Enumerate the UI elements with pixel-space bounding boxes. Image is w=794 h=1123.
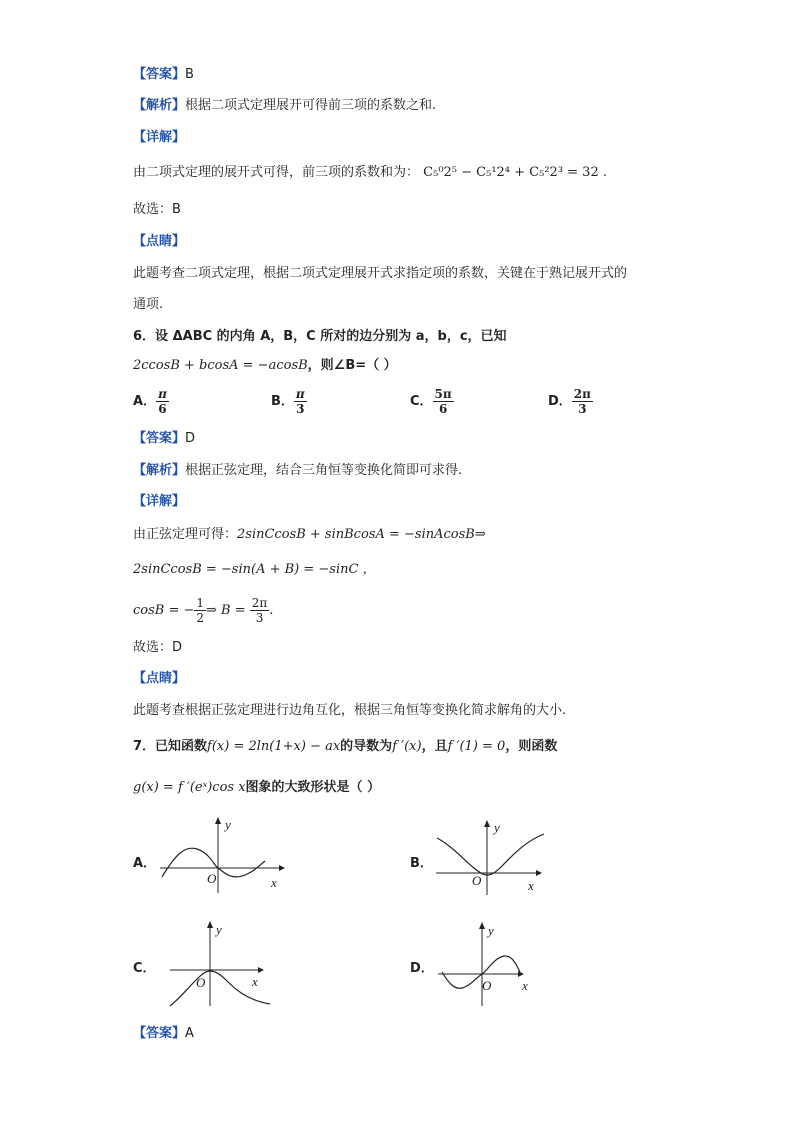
origin-label: O	[472, 873, 482, 888]
comment-heading: 【点睛】	[133, 234, 186, 249]
y-axis-arrow	[207, 921, 213, 928]
x-axis-arrow	[536, 870, 542, 876]
x-axis-label: x	[252, 974, 258, 989]
detail-line: 由二项式定理的展开式可得，前三项的系数和为： C₅⁰2⁵ − C₅¹2⁴ + C₅²2³ = 32 .	[133, 165, 607, 180]
y-axis-label: y	[225, 817, 231, 832]
q6-stem-line-2: 2ccosB + bcosA = −acosB，则∠B=（ ）	[133, 358, 397, 373]
x-axis-arrow	[518, 971, 524, 977]
x-axis-label: x	[271, 875, 277, 890]
q6-choice-line: 故选：D	[133, 640, 183, 655]
x-axis-label: x	[528, 878, 534, 893]
comment-line-2: 通项.	[133, 297, 164, 312]
q6-comment-heading: 【点睛】	[133, 671, 186, 686]
answer-line: 【答案】B	[133, 67, 194, 82]
q6-step-1: 由正弦定理可得：2sinCcosB + sinBcosA = −sinAcosB⇒	[133, 527, 486, 542]
q6-option-b[interactable]: B． $\frac{\pi}{3}$	[271, 387, 305, 416]
x-axis-arrow	[279, 865, 285, 871]
q6-option-d[interactable]: D． $\frac{2\pi}{3}$	[548, 387, 591, 416]
analysis-line: 【解析】根据二项式定理展开可得前三项的系数之和.	[133, 98, 437, 113]
q6-detail-heading: 【详解】	[133, 494, 186, 509]
origin-label: O	[482, 978, 492, 993]
q6-step-3: cosB = − $\frac{1}{2}$ ⇒ B = $\frac{2\pi}{3}$ .	[133, 596, 274, 625]
curve	[437, 834, 544, 875]
y-axis-arrow	[479, 922, 485, 929]
x-axis-arrow	[258, 967, 264, 973]
origin-label: O	[207, 871, 217, 886]
q7-graph-d[interactable]	[436, 920, 536, 1006]
q7-option-d-label[interactable]: D．	[410, 961, 434, 976]
choice-line: 故选：B	[133, 202, 181, 217]
x-axis-label: x	[522, 978, 528, 993]
y-axis-arrow	[215, 817, 221, 824]
q7-graph-b[interactable]	[432, 818, 552, 896]
q6-answer-line: 【答案】D	[133, 431, 196, 446]
y-axis-label: y	[494, 820, 500, 835]
y-axis-label: y	[488, 923, 494, 938]
q6-stem-line-1: 6．设 ΔABC 的内角 A，B，C 所对的边分别为 a，b，c，已知	[133, 329, 507, 344]
q6-option-c[interactable]: C． $\frac{5\pi}{6}$	[410, 387, 452, 416]
q7-graph-a[interactable]	[155, 815, 285, 895]
q7-answer-line: 【答案】A	[133, 1026, 194, 1041]
q6-comment-line: 此题考查根据正弦定理进行边角互化，根据三角恒等变换化简求解角的大小.	[133, 703, 567, 718]
curve	[442, 956, 520, 988]
q7-option-a-label[interactable]: A．	[133, 856, 157, 871]
y-axis-label: y	[216, 922, 222, 937]
detail-heading: 【详解】	[133, 130, 186, 145]
q7-option-c-label[interactable]: C．	[133, 961, 156, 976]
origin-label: O	[196, 975, 206, 990]
q6-step-2: 2sinCcosB = −sin(A + B) = −sinC ，	[133, 562, 376, 577]
q6-analysis-line: 【解析】根据正弦定理，结合三角恒等变换化简即可求得.	[133, 463, 463, 478]
q7-stem-line-2: g(x) = f ′(eˣ)cos x图象的大致形状是（ ）	[133, 780, 381, 795]
comment-line-1: 此题考查二项式定理，根据二项式定理展开式求指定项的系数，关键在于熟记展开式的	[133, 266, 628, 281]
q6-option-a[interactable]: A． $\frac{\pi}{6}$	[133, 387, 167, 416]
q7-graph-c[interactable]	[168, 918, 278, 1010]
q7-stem-line-1: 7．已知函数f(x) = 2ln(1+x) − ax的导数为f ′(x)，且f ′(1) = 0，则函数	[133, 739, 558, 754]
y-axis-arrow	[484, 820, 490, 827]
q7-option-b-label[interactable]: B．	[410, 856, 433, 871]
